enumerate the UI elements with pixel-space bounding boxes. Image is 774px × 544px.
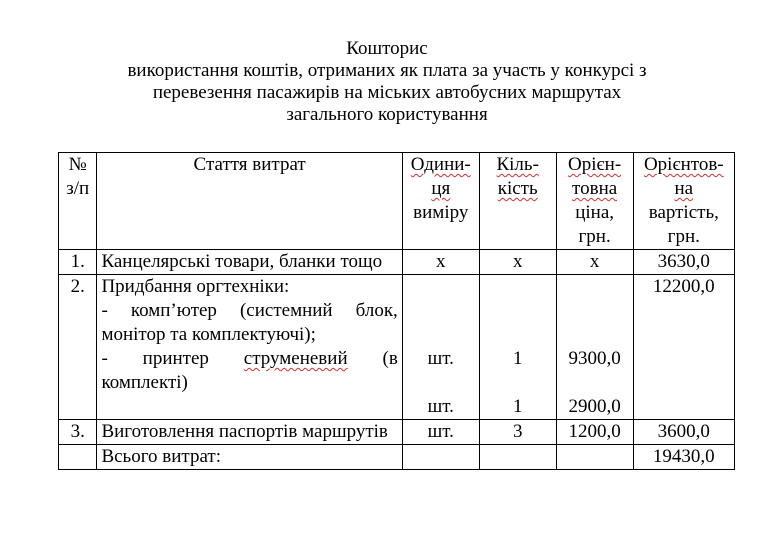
title-line-4: загального користування <box>286 104 488 125</box>
document-title <box>0 38 774 126</box>
row-quantity <box>479 275 556 420</box>
quantity-computer: 1 <box>512 348 523 369</box>
row-subitem-printer <box>101 347 397 395</box>
header-row <box>59 153 735 250</box>
header-quantity-line: кість <box>497 178 538 199</box>
row-cost: 12200,0 <box>633 275 734 420</box>
header-quantity <box>479 153 556 250</box>
header-quantity-line: Кіль- <box>496 154 539 175</box>
estimate-table <box>58 152 735 470</box>
row-unit <box>402 275 479 420</box>
header-price-line: товна <box>572 178 618 199</box>
header-unit-line: ця <box>431 178 451 199</box>
total-row <box>59 445 735 470</box>
row-quantity: 3 <box>479 420 556 445</box>
header-number <box>59 153 97 250</box>
header-unit-line: виміру <box>413 202 469 223</box>
row-unit: шт. <box>402 420 479 445</box>
row-item-heading: Придбання оргтехніки: <box>101 276 290 297</box>
header-cost-line: Орієнтов- <box>643 154 724 175</box>
row-price: х <box>556 250 633 275</box>
header-price <box>556 153 633 250</box>
total-unit <box>402 445 479 470</box>
row-quantity: х <box>479 250 556 275</box>
row-price <box>556 275 633 420</box>
printer-text-a: - принтер <box>101 348 244 369</box>
header-cost <box>633 153 734 250</box>
total-label: Всього витрат: <box>97 445 402 470</box>
title-line-2: використання коштів, отриманих як плата за участь у конкурсі з <box>127 60 647 81</box>
header-price-line: ціна, <box>575 202 615 223</box>
row-price: 1200,0 <box>556 420 633 445</box>
row-item: Канцелярські товари, бланки тощо <box>97 250 402 275</box>
table-row <box>59 250 735 275</box>
row-unit: х <box>402 250 479 275</box>
price-computer: 9300,0 <box>568 348 621 369</box>
header-price-line: грн. <box>578 226 611 247</box>
header-number-line: № <box>68 154 87 175</box>
header-item-label: Стаття витрат <box>193 154 306 175</box>
row-subitem-computer: - комп’ютер (системний блок, монітор та комплектуючі); <box>101 300 398 345</box>
total-quantity <box>479 445 556 470</box>
total-price <box>556 445 633 470</box>
row-item <box>97 275 402 420</box>
header-cost-line: вартість, <box>648 202 719 223</box>
printer-text-c: (в комплекті) <box>101 348 398 393</box>
row-cost: 3600,0 <box>633 420 734 445</box>
header-price-line: Орієн- <box>568 154 622 175</box>
total-cost: 19430,0 <box>633 445 734 470</box>
table-row <box>59 420 735 445</box>
row-number: 1. <box>59 250 97 275</box>
header-item <box>97 153 402 250</box>
header-cost-line: грн. <box>667 226 700 247</box>
header-unit-line: Одини- <box>410 154 471 175</box>
row-number: 3. <box>59 420 97 445</box>
unit-printer: шт. <box>427 396 454 417</box>
header-number-line: з/п <box>66 178 90 199</box>
quantity-printer: 1 <box>512 396 523 417</box>
header-cost-line: на <box>674 178 694 199</box>
header-unit <box>402 153 479 250</box>
row-number: 2. <box>59 275 97 420</box>
row-cost: 3630,0 <box>633 250 734 275</box>
total-number <box>59 445 97 470</box>
price-printer: 2900,0 <box>568 396 621 417</box>
row-item: Виготовлення паспортів маршрутів <box>97 420 402 445</box>
unit-computer: шт. <box>427 348 454 369</box>
printer-text-b: струменевий <box>243 348 348 369</box>
table-row <box>59 275 735 420</box>
title-line-3: перевезення пасажирів на міських автобусних маршрутах <box>152 82 622 103</box>
title-line-1: Кошторис <box>346 38 428 59</box>
